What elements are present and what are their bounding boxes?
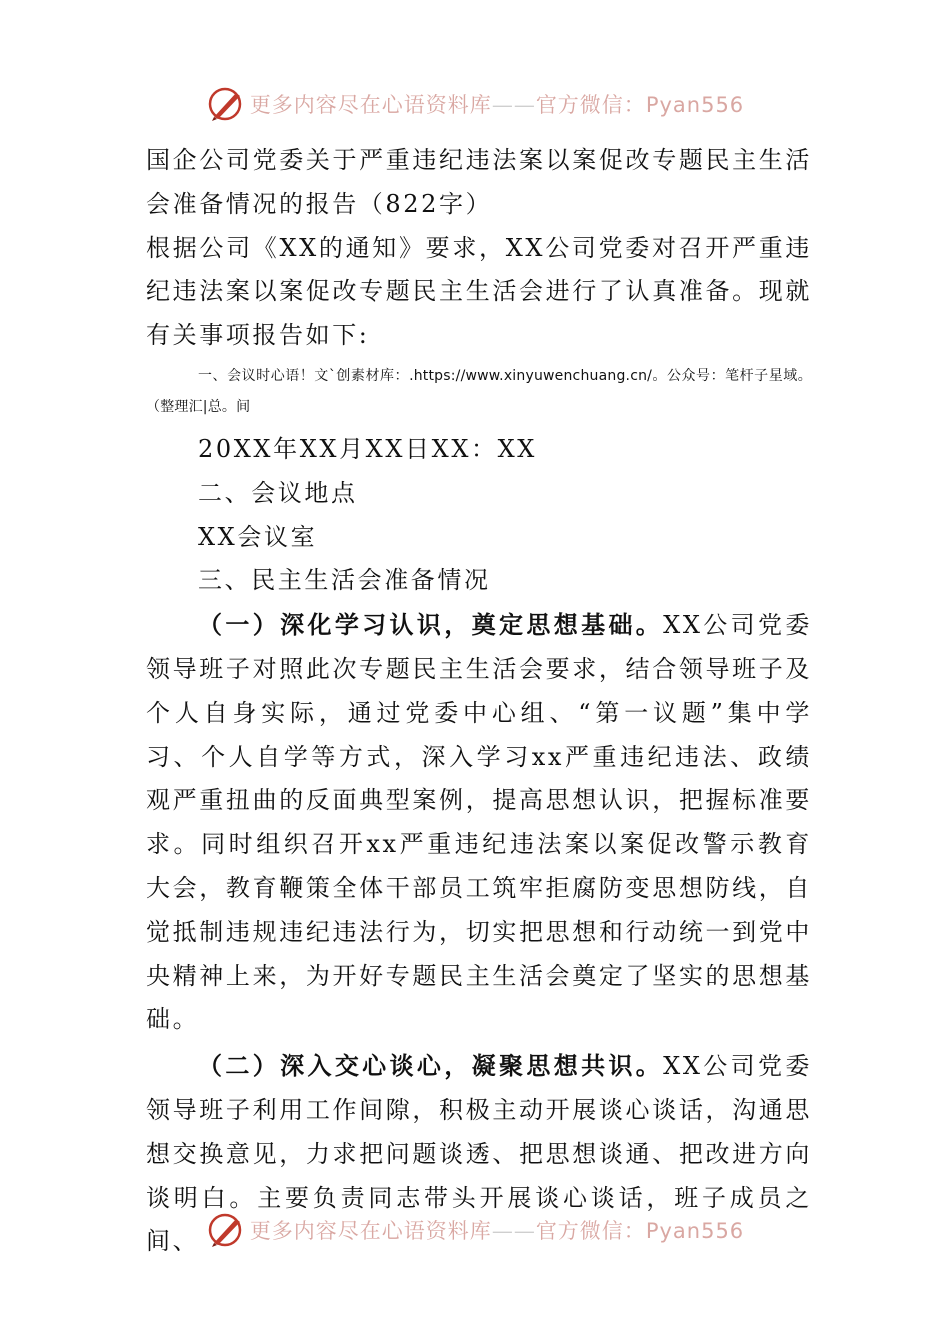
banner-text: 更多内容尽在心语资料库——官方微信：Pyan556 — [249, 1219, 745, 1243]
section-heading-location: 二、会议地点 — [198, 478, 358, 507]
meeting-location: XX会议室 — [198, 522, 318, 551]
footer-banner — [0, 1208, 950, 1252]
meeting-time: 20XX年XX月XX日XX：XX — [198, 434, 537, 463]
section-heading-time: 一、会议时心语！文`创素材库：.https://www.xinyuwenchuang.cn/。公众号：笔杆子星域。（整理汇|总。间 — [146, 367, 812, 415]
banner-text: 更多内容尽在心语资料库——官方微信：Pyan556 — [249, 93, 745, 117]
paragraph-talks-lead: （二）深入交心谈心，凝聚思想共识。 — [198, 1051, 664, 1081]
paragraph-study-lead: （一）深化学习认识，奠定思想基础。 — [198, 610, 664, 640]
paragraph-study — [146, 603, 812, 1042]
pen-logo-icon — [206, 1210, 246, 1250]
paragraph-talks-text: XX公司党委领导班子利用工作间隙，积极主动开展谈心谈话，沟通思想交换意见，力求把问题谈透、把思想谈通、把改进方向谈明白。主要负责同志带头开展谈心谈话，班子成员之间、 — [146, 1052, 812, 1256]
paragraph-study-text: XX公司党委领导班子对照此次专题民主生活会要求，结合领导班子及个人自身实际，通过党委中心组、“第一议题”集中学习、个人自学等方式，深入学习xx严重违纪违法、政绩观严重扭曲的反面典型案例，提高思想认识，把握标准要求。同时组织召开xx严重违纪违法案以案促改警示教育大会，教育鞭策全体干部员工筑牢拒腐防变思想防线，自觉抵制违规违纪违法行为，切实把思想和行动统一到党中央精神上来，为开好专题民主生活会奠定了坚实的思想基础。 — [146, 611, 812, 1034]
section-heading-preparation: 三、民主生活会准备情况 — [198, 566, 491, 595]
pen-logo-icon — [206, 84, 246, 124]
document-title: 国企公司党委关于严重违纪违法案以案促改专题民主生活会准备情况的报告（822字） — [146, 146, 812, 218]
intro-paragraph: 根据公司《XX的通知》要求，XX公司党委对召开严重违纪违法案以案促改专题民主生活会进行了认真准备。现就有关事项报告如下: — [146, 233, 812, 350]
header-banner — [0, 82, 950, 126]
document-body — [146, 139, 812, 1264]
